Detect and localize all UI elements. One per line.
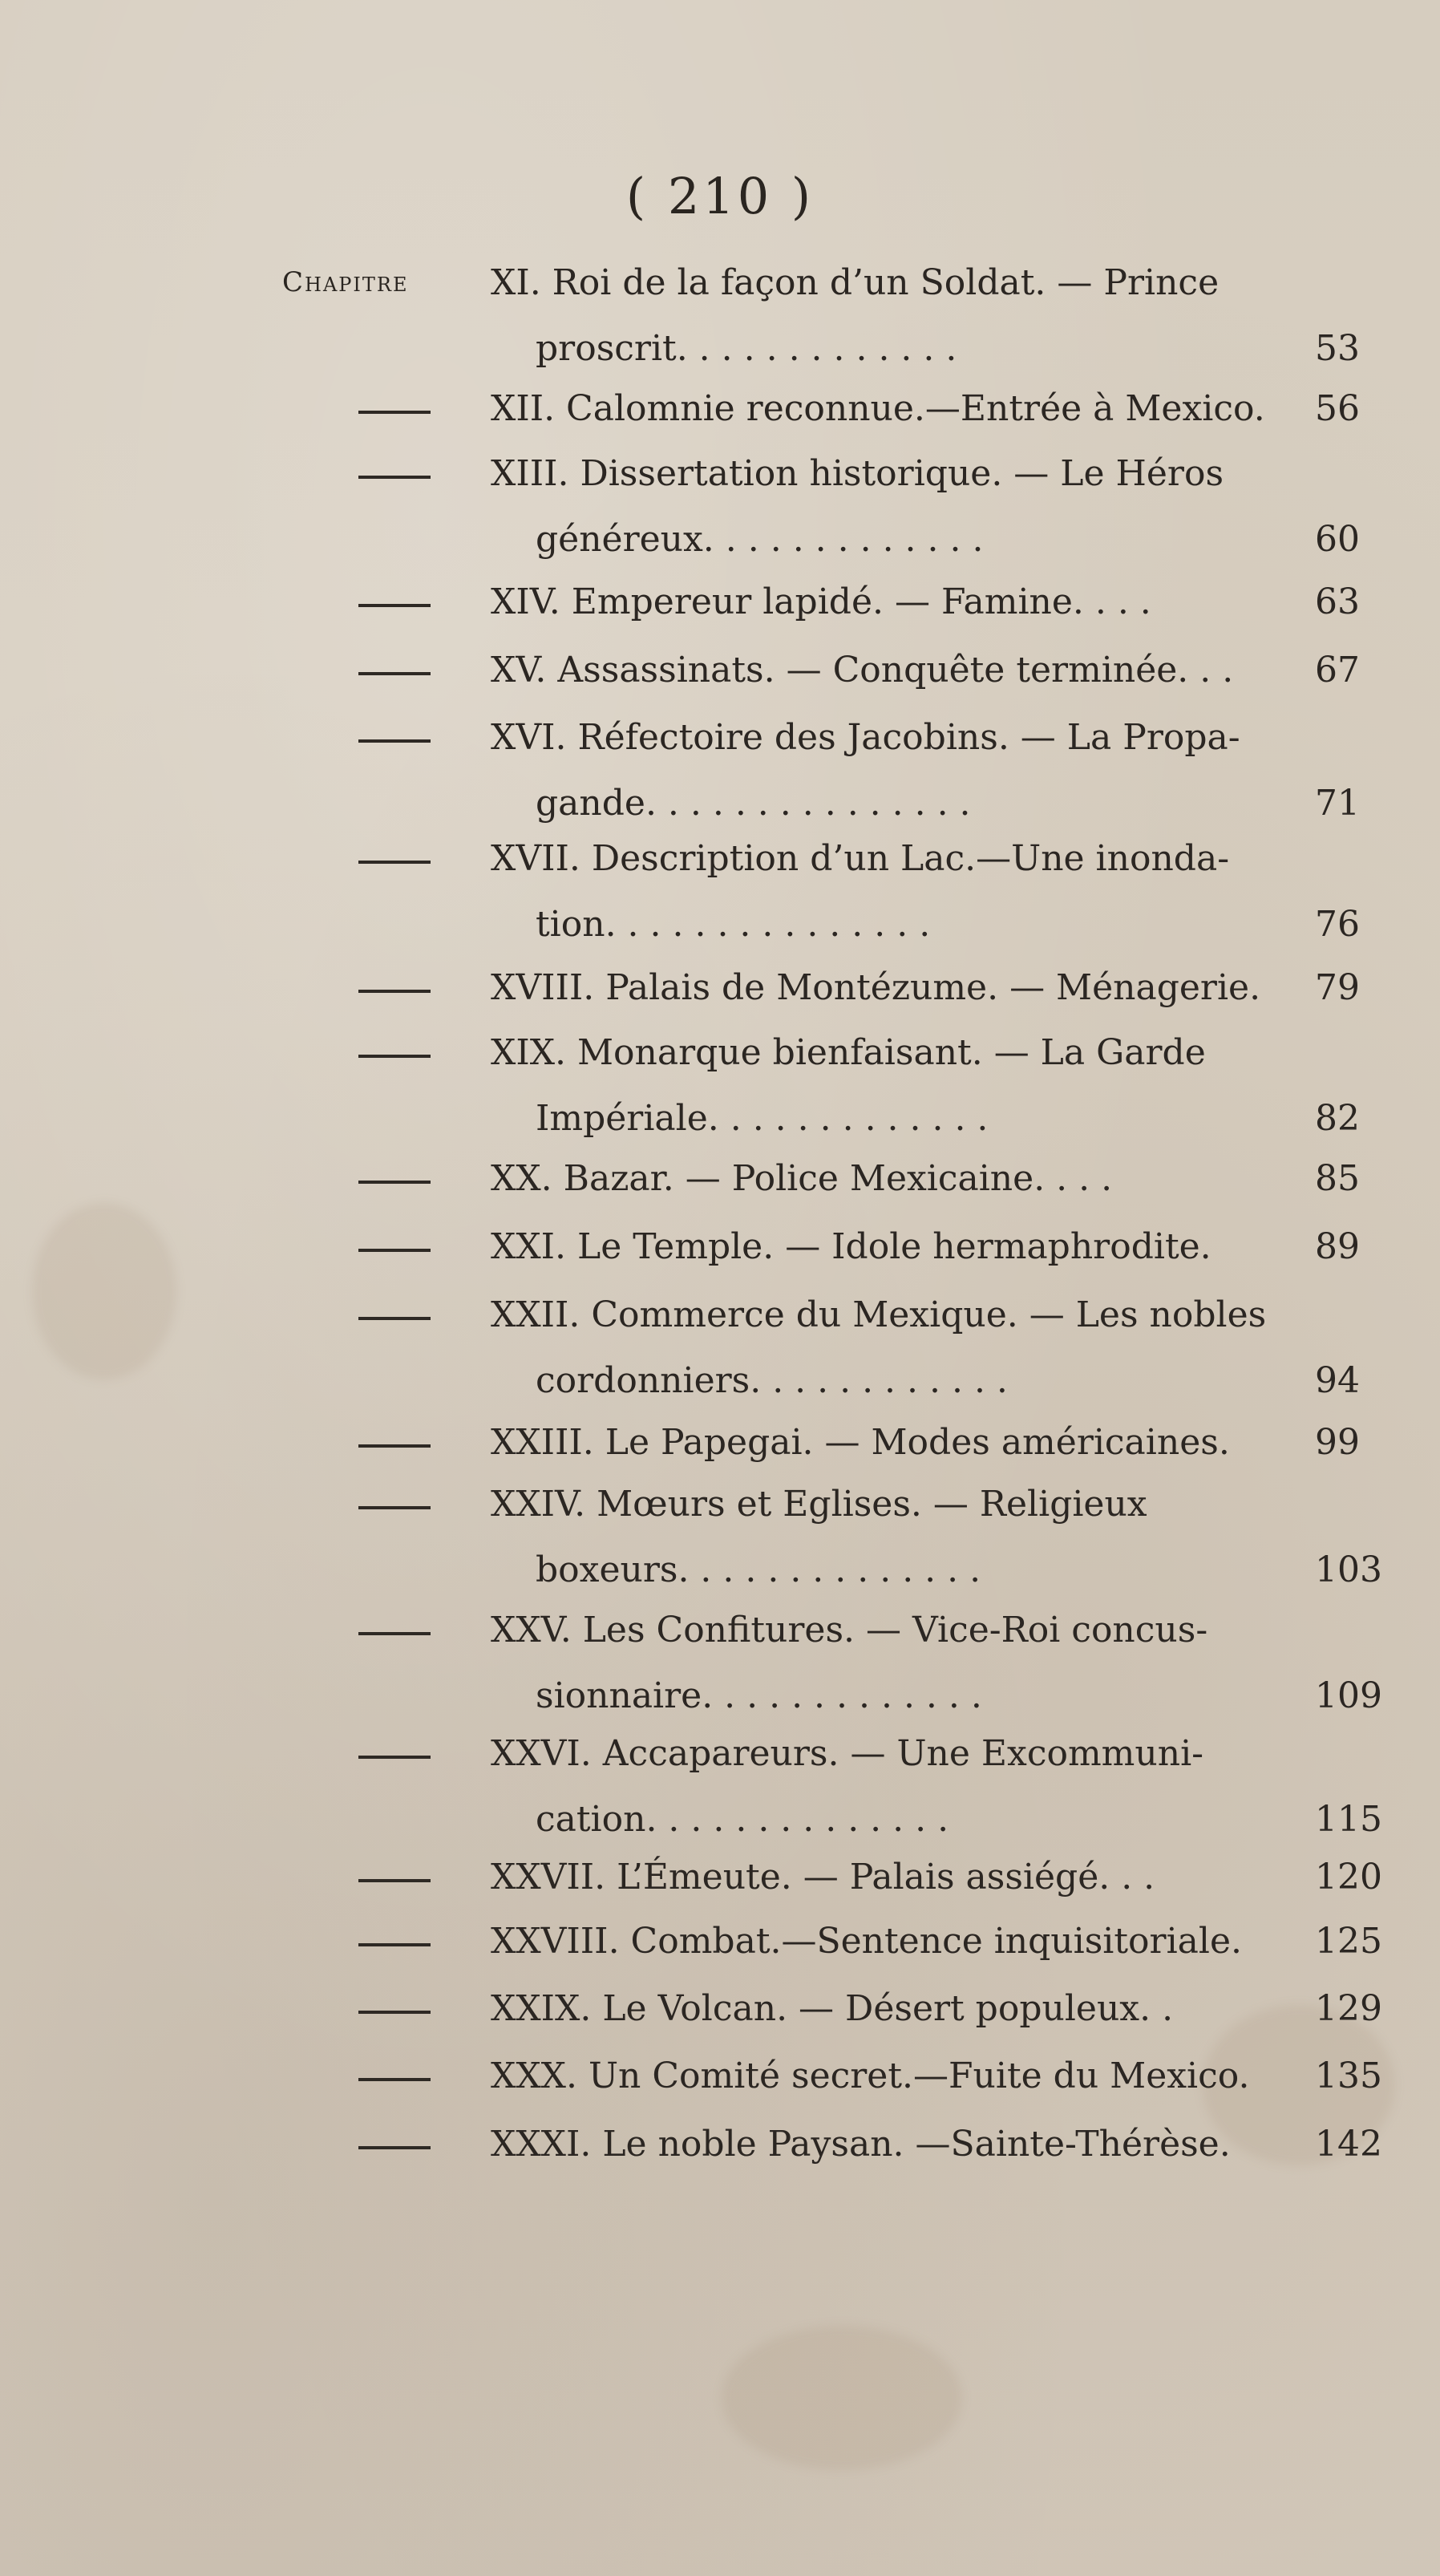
chapter-title-continuation: tion. . . . . . . . . . . . . . . (536, 904, 931, 945)
page-reference: 79 (1315, 967, 1360, 1008)
chapter-title: XI. Roi de la façon d’un Soldat. — Prince (491, 262, 1220, 303)
ditto-dash (358, 739, 431, 743)
ditto-dash (358, 1055, 431, 1058)
page-reference: 115 (1315, 1799, 1382, 1840)
chapter-title-continuation: gande. . . . . . . . . . . . . . . (536, 783, 971, 824)
ditto-dash (358, 1943, 431, 1946)
page-reference: 125 (1315, 1921, 1382, 1962)
chapter-title: XXV. Les Confitures. — Vice-Roi concus- (491, 1610, 1208, 1651)
page-reference: 71 (1315, 783, 1360, 824)
chapter-title: XIV. Empereur lapidé. — Famine. . . . (491, 581, 1151, 622)
chapter-title: XVI. Réfectoire des Jacobins. — La Propa- (491, 717, 1240, 758)
ditto-dash (358, 1879, 431, 1882)
page-number: ( 210 ) (625, 167, 815, 225)
page-reference: 109 (1315, 1675, 1382, 1716)
ditto-dash (358, 1756, 431, 1759)
ditto-dash (358, 672, 431, 675)
page-reference: 53 (1315, 328, 1360, 369)
ditto-dash (358, 476, 431, 479)
chapter-title: XXIX. Le Volcan. — Désert populeux. . (491, 1988, 1174, 2029)
chapter-title: XXI. Le Temple. — Idole hermaphrodite. (491, 1226, 1211, 1267)
page-reference: 135 (1315, 2056, 1382, 2096)
chapter-title-continuation: cordonniers. . . . . . . . . . . . (536, 1360, 1008, 1401)
chapter-title: XXVI. Accapareurs. — Une Excommuni- (491, 1733, 1204, 1774)
chapter-title: XXIV. Mœurs et Eglises. — Religieux (491, 1484, 1147, 1525)
chapter-title: XVIII. Palais de Montézume. — Ménagerie. (491, 967, 1261, 1008)
chapter-title: XIX. Monarque bienfaisant. — La Garde (491, 1032, 1206, 1073)
chapter-title: XXIII. Le Papegai. — Modes américaines. (491, 1422, 1230, 1463)
ditto-dash (358, 990, 431, 993)
page-reference: 89 (1315, 1226, 1360, 1267)
page-reference: 82 (1315, 1098, 1360, 1139)
chapter-title: XIII. Dissertation historique. — Le Héros (491, 453, 1224, 494)
ditto-dash (358, 1181, 431, 1184)
chapter-title: XX. Bazar. — Police Mexicaine. . . . (491, 1158, 1113, 1199)
chapter-title-continuation: cation. . . . . . . . . . . . . . (536, 1799, 949, 1840)
page-reference: 103 (1315, 1549, 1382, 1590)
ditto-dash (358, 2011, 431, 2014)
chapter-title-continuation: proscrit. . . . . . . . . . . . . (536, 328, 957, 369)
chapter-title-continuation: Impériale. . . . . . . . . . . . . (536, 1098, 989, 1139)
ditto-dash (358, 1632, 431, 1635)
ditto-dash (358, 604, 431, 607)
chapter-title: XII. Calomnie reconnue.—Entrée à Mexico. (491, 388, 1265, 429)
chapter-title: XV. Assassinats. — Conquête terminée. . . (491, 650, 1234, 691)
page-reference: 99 (1315, 1422, 1360, 1463)
page-reference: 67 (1315, 650, 1360, 691)
ditto-dash (358, 2146, 431, 2149)
ditto-dash (358, 411, 431, 414)
chapter-title: XXXI. Le noble Paysan. —Sainte-Thérèse. (491, 2124, 1231, 2165)
ditto-dash (358, 1249, 431, 1252)
page-reference: 85 (1315, 1158, 1360, 1199)
ditto-dash (358, 861, 431, 864)
ditto-dash (358, 1317, 431, 1320)
ditto-dash (358, 1444, 431, 1448)
ditto-dash (358, 2078, 431, 2081)
ditto-dash (358, 1506, 431, 1509)
page-reference: 56 (1315, 388, 1360, 429)
page-reference: 129 (1315, 1988, 1382, 2029)
chapter-title-continuation: généreux. . . . . . . . . . . . . (536, 519, 984, 560)
page-reference: 76 (1315, 904, 1360, 945)
page-reference: 60 (1315, 519, 1360, 560)
chapter-title: XXVII. L’Émeute. — Palais assiégé. . . (491, 1857, 1155, 1898)
chapter-title-continuation: sionnaire. . . . . . . . . . . . . (536, 1675, 982, 1716)
chapter-title: XXII. Commerce du Mexique. — Les nobles (491, 1294, 1267, 1335)
chapter-title: XXX. Un Comité secret.—Fuite du Mexico. (491, 2056, 1250, 2096)
page-reference: 94 (1315, 1360, 1360, 1401)
page-reference: 120 (1315, 1857, 1382, 1898)
page-reference: 142 (1315, 2124, 1382, 2165)
chapitre-label: Chapitre (282, 266, 409, 298)
chapter-title: XXVIII. Combat.—Sentence inquisitoriale. (491, 1921, 1242, 1962)
page-reference: 63 (1315, 581, 1360, 622)
chapter-title: XVII. Description d’un Lac.—Une inonda- (491, 838, 1230, 879)
chapter-title-continuation: boxeurs. . . . . . . . . . . . . . (536, 1549, 981, 1590)
